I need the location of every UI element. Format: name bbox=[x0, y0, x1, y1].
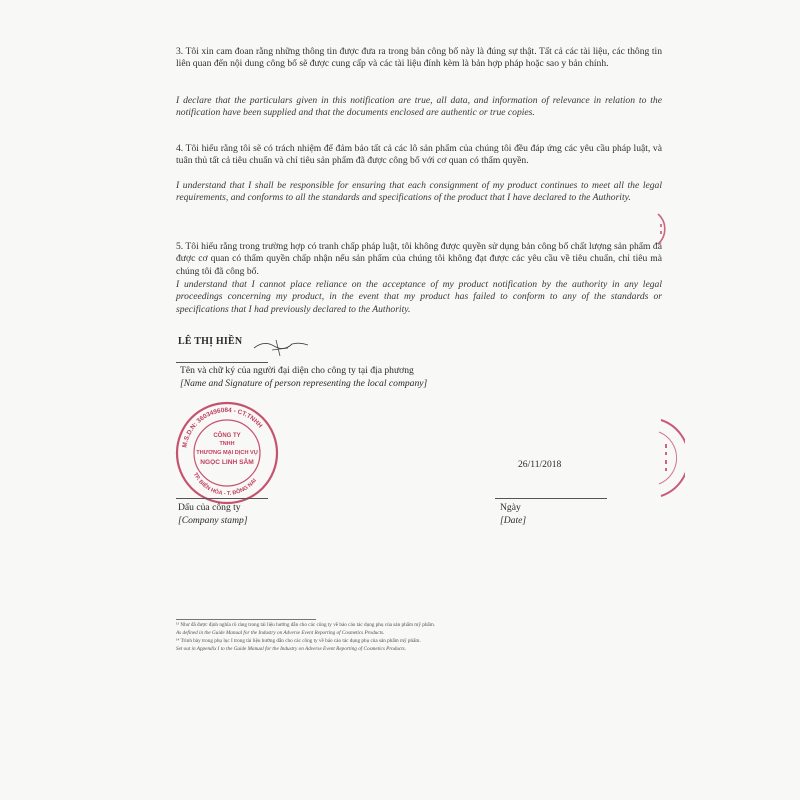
seal-line-2: TNHH bbox=[219, 441, 235, 447]
seal-line-1: CÔNG TY bbox=[213, 433, 241, 439]
date-label-english: [Date] bbox=[500, 515, 527, 526]
declaration-3-english: I declare that the particulars given in this notification are true, all data, and information of relevance in relation to the notification have been supplied and that the documents enclosed are authentic or true copies. bbox=[176, 95, 662, 119]
svg-text:TP. BIÊN HÒA - T. ĐỒNG NAI bbox=[192, 472, 259, 497]
declaration-4-vietnamese: 4. Tôi hiểu rằng tôi sẽ có trách nhiệm để đảm bảo tất cả các lô sản phẩm của chúng tôi đều đáp ứng các yêu cầu pháp luật, và tuân thủ tất cả tiêu chuẩn và chỉ tiêu sản phẩm đã được công bố với cơ quan có thẩm quyền. bbox=[176, 143, 662, 167]
date-line bbox=[495, 498, 607, 499]
date-value: 26/11/2018 bbox=[518, 459, 562, 470]
footnote-13-english: As defined in the Guide Manual for the Industry on Adverse Event Reporting of Cosmetics Products. bbox=[176, 630, 385, 636]
edge-seal-mark bbox=[655, 418, 685, 498]
declaration-4-english: I understand that I shall be responsible for ensuring that each consignment of my product continues to meet all the legal requirements, and conforms to all the standards and specifications of the product that I have declared to the Authority. bbox=[176, 180, 662, 204]
footnote-14-vietnamese: ¹⁴ Trình bày trong phụ lục I trong tài liệu hướng dẫn cho các công ty về báo cáo tác dụng phụ của sản phẩm mỹ phẩm. bbox=[176, 638, 421, 644]
seal-line-4: NGỌC LINH SÂM bbox=[200, 459, 254, 466]
stamp-line bbox=[176, 498, 268, 499]
date-label-vietnamese: Ngày bbox=[500, 502, 521, 513]
footnote-13-vietnamese: ¹³ Như đã được định nghĩa rõ ràng trong tài liệu hướng dẫn cho các công ty về báo cáo tác dụng phụ của sản phẩm mỹ phẩm. bbox=[176, 622, 436, 628]
declaration-5-vietnamese: 5. Tôi hiểu rằng trong trường hợp có tranh chấp pháp luật, tôi không được quyền sử dụng bản công bố chất lượng sản phẩm đã được cơ quan có thẩm quyền chấp nhận nếu sản phẩm của chúng tôi không đạt được các yêu cầu về tiêu chuẩn, chỉ tiêu mà chúng tôi đã công bố. bbox=[176, 241, 662, 277]
footnote-rule bbox=[176, 619, 316, 620]
footnote-14-english: Set out in Appendix I to the Guide Manual for the Industry on Adverse Event Reporting of Cosmetics Products. bbox=[176, 646, 406, 652]
stamp-label-vietnamese: Dấu của công ty bbox=[178, 502, 241, 513]
stamp-label-english: [Company stamp] bbox=[178, 515, 248, 526]
signature-line bbox=[176, 362, 268, 363]
signatory-name: LÊ THỊ HIỀN bbox=[178, 336, 243, 347]
signature-label-english: [Name and Signature of person representing the local company] bbox=[180, 378, 428, 389]
declaration-5-english: I understand that I cannot place reliance on the acceptance of my product notification by the authority in any legal proceedings concerning my product, in the event that my product has failed to conform to any of the standards or specifications that I had previously declared to the Authority. bbox=[176, 279, 662, 315]
seal-line-3: THƯƠNG MẠI DỊCH VỤ bbox=[196, 450, 258, 456]
handwritten-signature bbox=[252, 336, 312, 360]
signature-label-vietnamese: Tên và chữ ký của người đại diện cho công ty tại địa phương bbox=[180, 365, 414, 376]
seal-ring-top-text: M.S.D.N: 3603496084 - CT.TNHH bbox=[181, 406, 264, 449]
declaration-3-vietnamese: 3. Tôi xin cam đoan rằng những thông tin được đưa ra trong bản công bố này là đúng sự thật. Tất cả các tài liệu, các thông tin liên quan đến nội dung công bố sẽ được cung cấp và các tài liệu đính kèm là bản hợp pháp hoặc sao y bản chính. bbox=[176, 46, 662, 70]
company-seal bbox=[172, 398, 282, 508]
edge-seal-mark-top bbox=[652, 212, 666, 246]
seal-ring-bottom-text: TP. BIÊN HÒA - T. ĐỒNG NAI bbox=[191, 471, 258, 498]
